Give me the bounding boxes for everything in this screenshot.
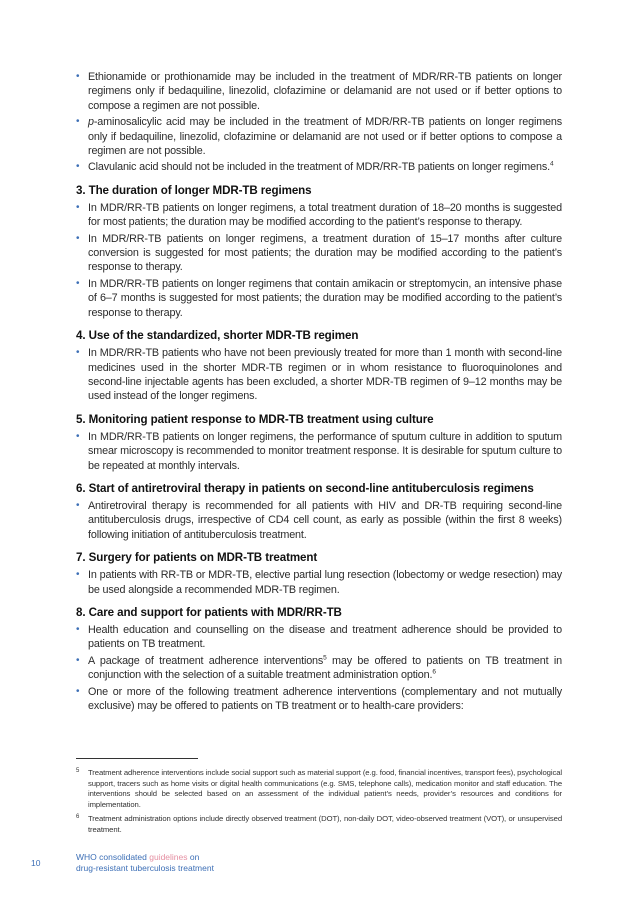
bullet-text: In MDR/RR-TB patients on longer regimens that contain amikacin or streptomycin, an intensive phase of 6–7 months is suggested for most patients; the duration may be modified according to the patient’s response to therapy. — [88, 277, 562, 319]
bullet-item — [76, 623, 562, 652]
bullet-item — [76, 346, 562, 404]
bullet-text: In MDR/RR-TB patients on longer regimens, a total treatment duration of 18–20 months is suggested for most patients; the duration may be modified according to the patient’s response to therapy. — [88, 201, 562, 229]
main-content — [76, 70, 562, 715]
footnote-reference: 5 — [323, 654, 327, 662]
footnote-reference: 6 — [432, 668, 436, 676]
section-heading: 3. The duration of longer MDR-TB regimens — [76, 183, 312, 197]
bullet-text: One or more of the following treatment adherence interventions (complementary and not mutually exclusive) may be offered to patients on TB treatment or to health-care providers: — [88, 685, 562, 712]
bullet-list — [76, 568, 562, 597]
bullet-item — [76, 568, 562, 597]
bullet-text: Ethionamide or prothionamide may be included in the treatment of MDR/RR-TB patients on longer regimens only if bedaquiline, linezolid, clofazimine or delamanid are not used or if better options to compose a regimen are not possible. — [88, 71, 562, 112]
page-number: 10 — [31, 858, 41, 868]
footnote-divider — [76, 758, 198, 759]
footnote-number: 6 — [76, 814, 80, 821]
bullet-item — [76, 160, 562, 174]
section-heading: 8. Care and support for patients with MDR/RR-TB — [76, 605, 342, 619]
section-heading: 5. Monitoring patient response to MDR-TB treatment using culture — [76, 412, 434, 426]
bullet-text: In MDR/RR-TB patients on longer regimens, a treatment duration of 15–17 months after culture conversion is suggested for most patients; the duration may be modified according to the patient’s response to therapy. — [88, 232, 562, 274]
bullet-text: In MDR/RR-TB patients who have not been previously treated for more than 1 month with second-line medicines used in the shorter MDR-TB regimen or in whom resistance to fluoroquinolones and second-line injectable agents has been excluded, a shorter MDR-TB regimen of 9–12 months may be used instead of the longer regimens. — [88, 347, 562, 403]
bullet-text: A package of treatment adherence interventions — [88, 654, 324, 667]
footnote-text: Treatment adherence interventions include social support such as material support (e.g. food, financial incentives, transport fees), psychological support, tracers such as home visits or digital health communications (e.g. SMS, telephone calls), medication monitor and staff education. The interventions should be selected based on an assessment of the individual patient’s needs, provider’s resources and conditions for implementation. — [88, 768, 562, 809]
bullet-text: -aminosalicylic acid may be included in the treatment of MDR/RR-TB patients on longer regimens only if bedaquiline, linezolid, clofazimine or delamanid are not used or if better options to compose a regimen are not possible. — [88, 116, 562, 158]
bullet-item — [76, 685, 562, 714]
bullet-text: In MDR/RR-TB patients on longer regimens, the performance of sputum culture in addition to sputum smear microscopy is recommended to monitor treatment response. It is desirable for sputum culture to be repeated at monthly intervals. — [88, 430, 562, 472]
footnote-6 — [76, 814, 562, 835]
bullet-item — [76, 201, 562, 230]
bullet-item — [76, 277, 562, 320]
section-heading: 6. Start of antiretroviral therapy in patients on second-line antituberculosis regimens — [76, 481, 534, 495]
bullet-text: may be offered to patients on TB treatment in conjunction with the selection of a suitable treatment administration option. — [88, 654, 562, 682]
bullet-item — [76, 430, 562, 473]
bullet-item — [76, 115, 562, 158]
footer-line-2: drug-resistant tuberculosis treatment — [76, 863, 214, 873]
bullet-item — [76, 232, 562, 275]
bullet-list — [76, 499, 562, 542]
section-heading: 7. Surgery for patients on MDR-TB treatment — [76, 551, 318, 565]
bullet-item — [76, 499, 562, 542]
bullet-list — [76, 346, 562, 404]
bullet-text: Antiretroviral therapy is recommended for all patients with HIV and DR-TB requiring second-line antituberculosis drugs, irrespective of CD4 cell count, as early as possible (within the first 8 weeks) following initiation of antituberculosis treatment. — [88, 499, 562, 541]
bullet-text: Health education and counselling on the disease and treatment adherence should be provided to patients on TB treatment. — [88, 623, 562, 651]
footer-highlight: guidelines — [149, 852, 188, 862]
footnote-reference: 4 — [549, 160, 554, 168]
bullet-list — [76, 430, 562, 473]
footnote-5 — [76, 768, 562, 810]
bullet-item — [76, 70, 562, 113]
running-footer — [76, 852, 214, 874]
bullet-list — [76, 201, 562, 320]
bullet-text: p — [88, 116, 94, 129]
bullet-text: In patients with RR-TB or MDR-TB, elective partial lung resection (lobectomy or wedge resection) may be used alongside a recommended MDR-TB regimen. — [88, 569, 562, 596]
footnote-number: 5 — [76, 768, 80, 774]
bullet-list — [76, 623, 562, 713]
footnote-text: Treatment administration options include directly observed treatment (DOT), non-daily DOT, video-observed treatment (VOT), or unsupervised treatment. — [88, 814, 562, 834]
bullet-item — [76, 654, 562, 683]
footer-text-start: WHO consolidated — [76, 852, 150, 862]
footnotes — [76, 758, 562, 840]
bullet-text: Clavulanic acid should not be included in the treatment of MDR/RR-TB patients on longer regimens. — [88, 161, 550, 174]
footer-line-1 — [76, 852, 214, 863]
footer-text-end: on — [187, 852, 200, 862]
section-heading: 4. Use of the standardized, shorter MDR-TB regimen — [76, 329, 359, 343]
bullet-list — [76, 70, 562, 175]
